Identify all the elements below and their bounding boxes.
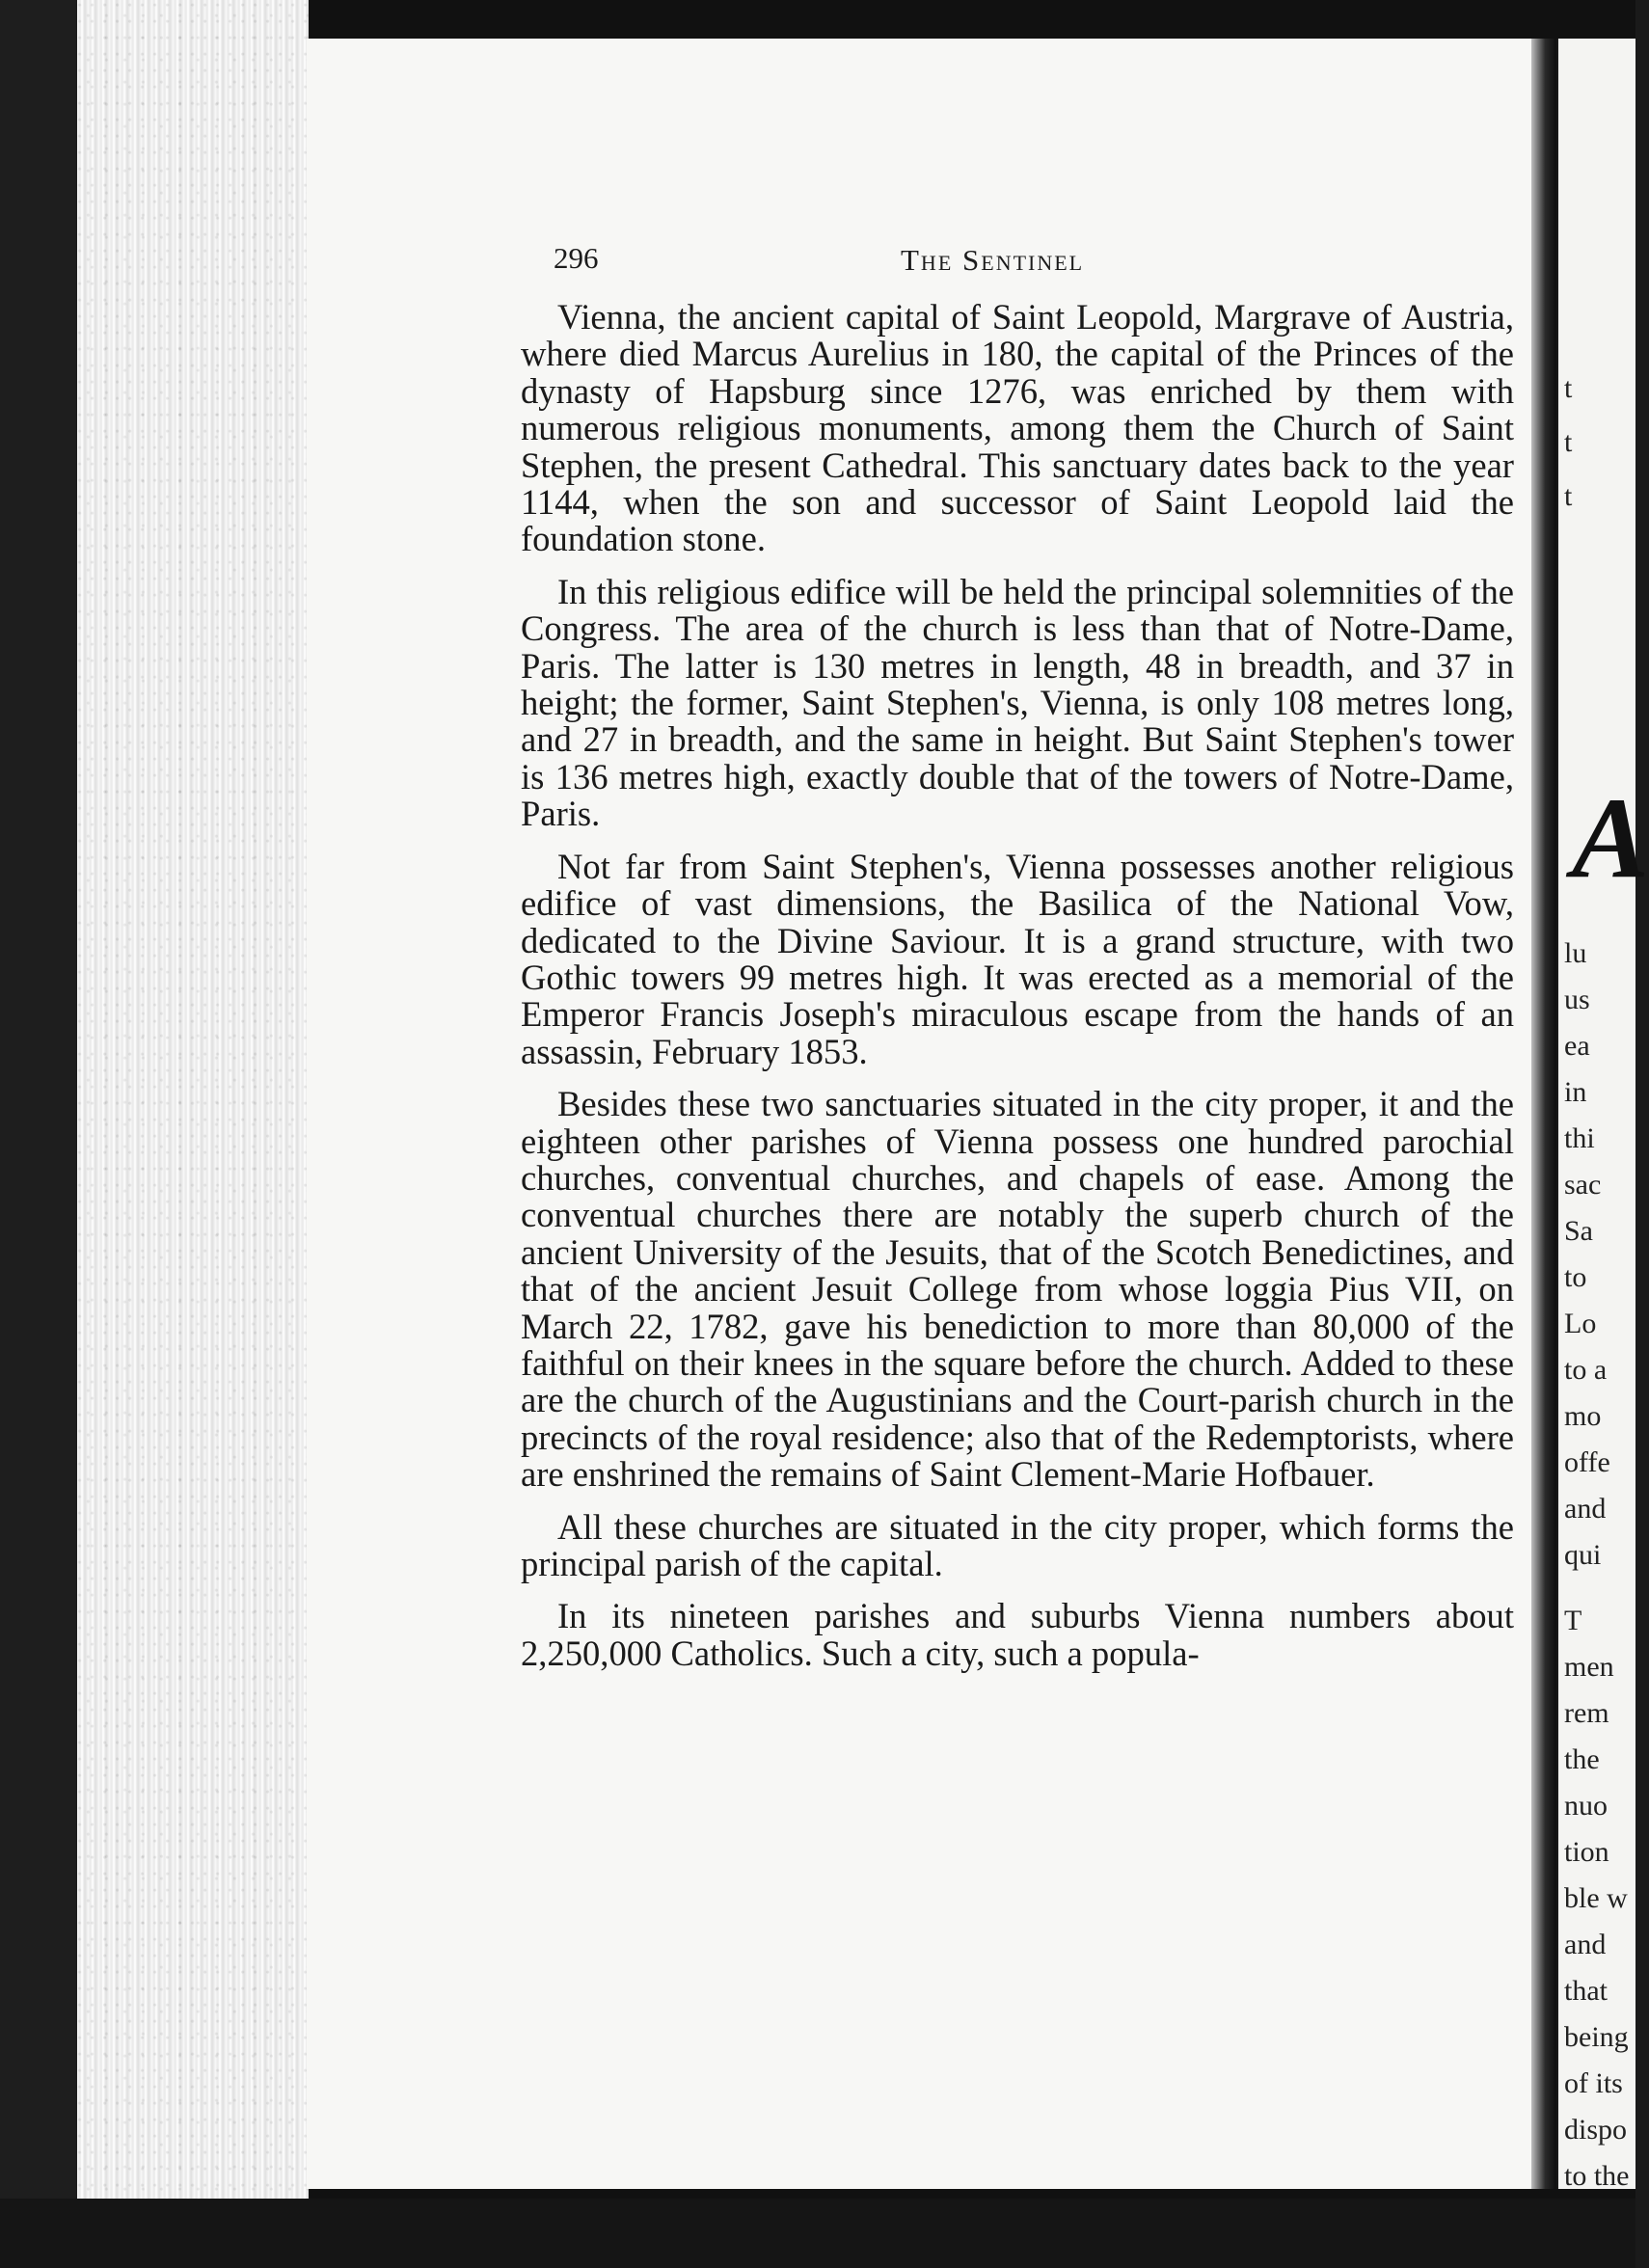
- facing-line: being: [1564, 2021, 1629, 2053]
- page-edges: [77, 0, 309, 2268]
- facing-line: that: [1564, 1975, 1608, 2007]
- facing-line: men: [1564, 1651, 1614, 1683]
- paragraph: Besides these two sanctuaries situated in the city proper, it and the eighteen other parishes of Vienna possess one hundred parochial churches, conventual churches, and chapels of ease. Among the conventual churches there are notably the superb church of the ancient University of the Jesuits, that of the Scotch Benedictines, and that of the ancient Jesuit College from whose loggia Pius VII, on March 22, 1782, gave his benediction to more than 80,000 of the faithful on their knees in the square before the church. Added to these are the church of the Augustinians and the Court-parish church in the precincts of the royal residence; also that of the Redemptorists, where are enshrined the remains of Saint Clement-Marie Hofbauer.: [521, 1084, 1514, 1495]
- paragraph: Vienna, the ancient capital of Saint Leopold, Margrave of Austria, where died Marcus Aurelius in 180, the capital of the Princes of the dynasty of Hapsburg since 1276, was enriched by them with numerous religious monuments, among them the Church of Saint Stephen, the present Cathedral. This sanctuary dates back to the year 1144, when the son and successor of Saint Leopold laid the foundation stone.: [521, 297, 1514, 559]
- facing-line: qui: [1564, 1539, 1602, 1571]
- facing-line: Lo: [1564, 1308, 1597, 1339]
- paragraph: In its nineteen parishes and suburbs Vienna numbers about 2,250,000 Catholics. Such a city, such a popula-: [521, 1596, 1514, 1673]
- facing-line: ble w: [1564, 1882, 1628, 1914]
- facing-line: lu: [1564, 937, 1587, 969]
- facing-initial: A: [1572, 773, 1649, 902]
- paragraph: In this religious edifice will be held the principal solemnities of the Congress. The area of the church is less than that of Notre-Dame, Paris. The latter is 130 metres in length, 48 in breadth, and 37 in height; the former, Saint Stephen's, Vienna, is only 108 metres long, and 27 in breadth, and the same in height. But Saint Stephen's tower is 136 metres high, exactly double that of the towers of Notre-Dame, Paris.: [521, 571, 1514, 834]
- facing-line: rem: [1564, 1697, 1609, 1729]
- body-text: [521, 299, 1514, 1688]
- header-title: The Sentinel: [901, 243, 1085, 277]
- facing-line: mo: [1564, 1400, 1602, 1432]
- facing-line: and: [1564, 1493, 1607, 1525]
- facing-line: thi: [1564, 1122, 1595, 1154]
- facing-page: [1558, 39, 1649, 2192]
- facing-line: t: [1564, 480, 1573, 512]
- facing-line: to the: [1564, 2160, 1630, 2192]
- running-head: [554, 241, 1499, 280]
- background-left: [0, 0, 87, 2268]
- page-number: 296: [554, 241, 599, 275]
- facing-line: sac: [1564, 1169, 1602, 1201]
- facing-line: to a: [1564, 1354, 1608, 1386]
- facing-line: tion: [1564, 1836, 1609, 1868]
- paragraph: All these churches are situated in the city proper, which forms the principal parish of the capital.: [521, 1506, 1514, 1583]
- background-bottom: [0, 2199, 1635, 2268]
- facing-line: t: [1564, 426, 1573, 458]
- facing-line: nuo: [1564, 1790, 1608, 1822]
- paragraph: Not far from Saint Stephen's, Vienna possesses another religious edifice of vast dimensions, the Basilica of the National Vow, dedicated to the Divine Saviour. It is a grand structure, with two Gothic towers 99 metres high. It was erected as a memorial of the Emperor Francis Joseph's miraculous escape from the hands of an assassin, February 1853.: [521, 846, 1514, 1071]
- facing-line: us: [1564, 984, 1590, 1015]
- facing-line: and: [1564, 1929, 1607, 1960]
- facing-line: dispo: [1564, 2114, 1628, 2146]
- facing-line: of its: [1564, 2067, 1623, 2099]
- facing-line: offe: [1564, 1446, 1610, 1478]
- facing-line: in: [1564, 1076, 1587, 1108]
- facing-line: to: [1564, 1261, 1587, 1293]
- facing-line: Sa: [1564, 1215, 1593, 1247]
- facing-line: the: [1564, 1743, 1600, 1775]
- facing-line: ea: [1564, 1030, 1590, 1062]
- facing-line: T: [1564, 1605, 1582, 1636]
- facing-line: t: [1564, 372, 1573, 404]
